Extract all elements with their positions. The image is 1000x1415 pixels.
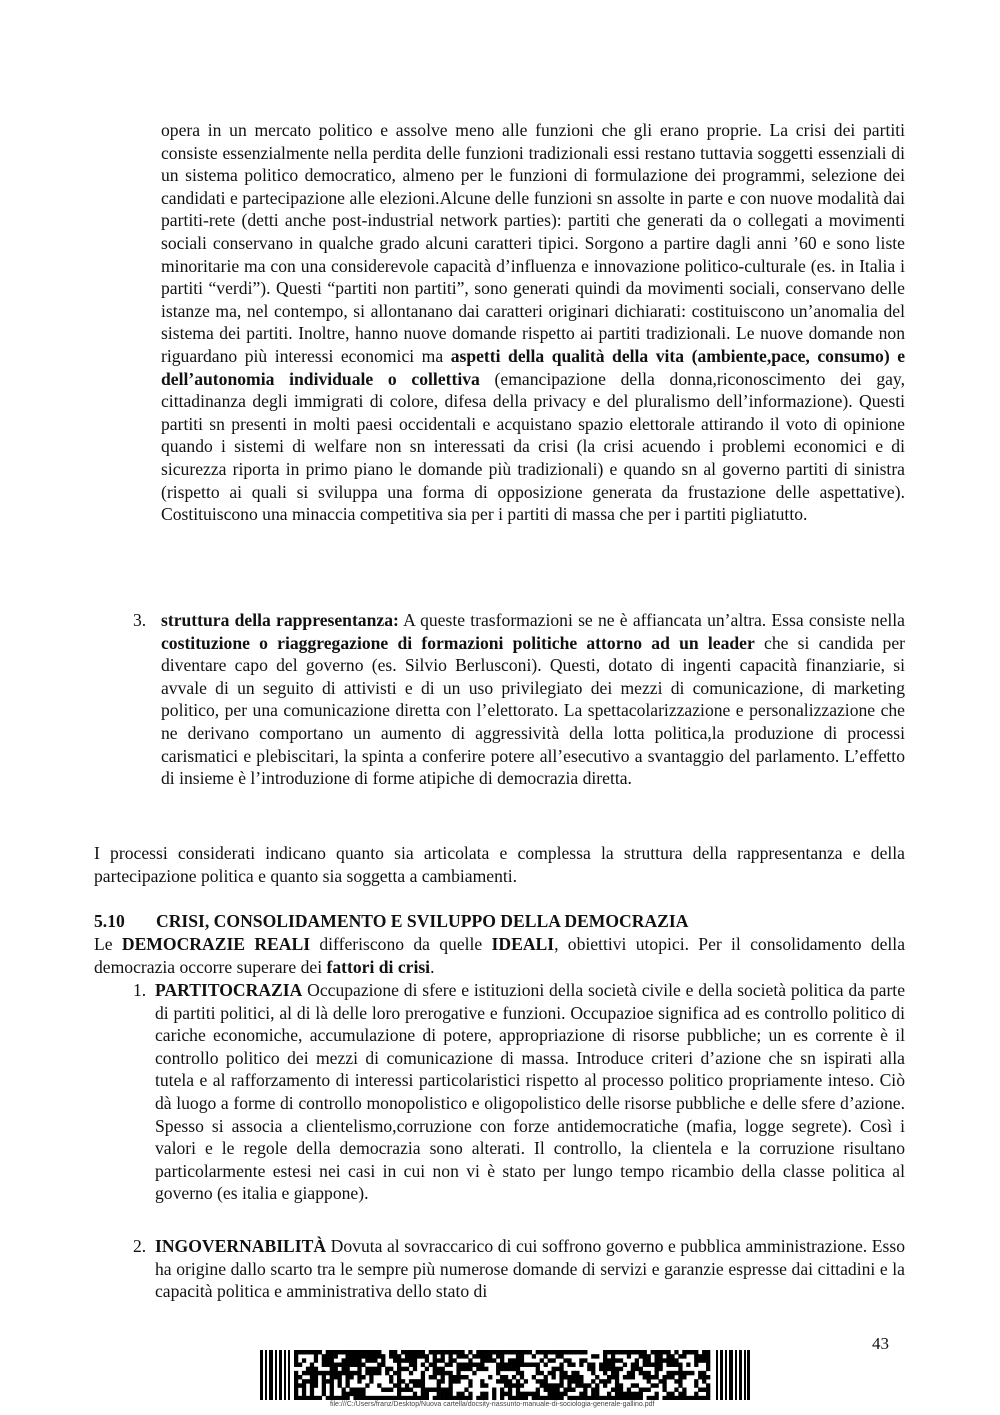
barcode-icon <box>260 1350 750 1400</box>
list-number-2: 2. <box>133 1236 147 1256</box>
paragraph-processi-considerati: I processi considerati indicano quanto sia articolata e complessa la struttura della rappresentanza e della partecipazione politica e quanto sia soggetta a cambiamenti. <box>94 843 905 886</box>
file-path-footer: file:///C:/Users/franz/Desktop/Nuova cartella/docsity-riassunto-manuale-di-sociologia-generale-gallino.pdf <box>330 1401 655 1408</box>
list-item-struttura-rappresentanza: struttura della rappresentanza: A queste trasformazioni se ne è affiancata un’altra. Essa consiste nella costituzione o riaggregazione di formazioni politiche attorno ad un leader che si candida per diventare capo del governo (es. Silvio Berlusconi). Questi, dotato di ingenti capacità finanziarie, si avvale di un seguito di attivisti e di un uso privilegiato dei mezzi di comunicazione, di marketing politico, per una comunicazione diretta con l’elettorato. La spettacolarizzazione e personalizzazione che ne derivano comportano un aumento di aggressività della lotta politica,la produzione di processi carismatici e plebiscitari, la spinta a conferire potere all’esecutivo a svantaggio del parlamento. L’effetto di insieme è l’introduzione di forme atipiche di democrazia diretta. <box>161 610 905 789</box>
section-title: CRISI, CONSOLIDAMENTO E SVILUPPO DELLA DEMOCRAZIA <box>156 911 689 931</box>
paragraph-democrazie-reali: Le DEMOCRAZIE REALI differiscono da quelle IDEALI, obiettivi utopici. Per il consolidamento della democrazia occorre superare dei fattori di crisi. <box>94 934 906 977</box>
page-number: 43 <box>872 1334 889 1353</box>
list-item-ingovernabilita: INGOVERNABILITÀ Dovuta al sovraccarico di cui soffrono governo e pubblica amministrazione. Esso ha origine dallo scarto tra le sempre più numerose domande di servizi e garanzie espresse dai cittadini e la capacità politica e amministrativa dello stato di <box>155 1236 905 1302</box>
list-item-partitocrazia: PARTITOCRAZIA Occupazione di sfere e istituzioni della società civile e della società politica da parte di partiti politici, al di là delle loro prerogative e funzioni. Occupazioe significa ad es controllo politico di cariche economiche, accumulazione di potere, appropriazione di risorse pubbliche; un es corrente è il controllo politico dei mezzi di comunicazione di massa. Introduce criteri d’azione che sn ispirati alla tutela e al rafforzamento di interessi particolaristici rispetto al processo politico propriamente inteso. Ciò dà luogo a forme di controllo monopolistico e oligopolistico delle risorse pubbliche e delle sfere d’azione. Spesso si associa a clientelismo,corruzione con forze antidemocratiche (mafia, logge segrete). Così i valori e le regole della democrazia sono alterati. Il controllo, la clientela e la corruzione risultano particolarmente estesi nei casi in cui non vi è stato per lungo tempo ricambio della classe politica al governo (es italia e giappone). <box>155 980 905 1204</box>
section-heading <box>94 910 688 933</box>
paragraph-partiti-rete: opera in un mercato politico e assolve meno alle funzioni che gli erano proprie. La crisi dei partiti consiste essenzialmente nella perdita delle funzioni tradizionali essi restano tuttavia soggetti essenziali di un sistema politico democratico, almeno per le funzioni di formulazione dei programmi, selezione dei candidati e partecipazione alle elezioni.Alcune delle funzioni sn assolte in parte e con nuove modalità dai partiti-rete (detti anche post-industrial network parties): partiti che generati da o collegati a movimenti sociali conservano in qualche grado alcuni caratteri tipici. Sorgono a partire dagli anni ’60 e sono liste minoritarie ma con una considerevole capacità d’influenza e innovazione politico-culturale (es. in Italia i partiti “verdi”). Questi “partiti non partiti”, sono generati quindi da movimenti sociali, conservano delle istanze ma, nel contempo, si allontanano dai caratteri originari dichiarati: costituiscono un’anomalia del sistema dei partiti. Inoltre, hanno nuove domande rispetto ai partiti tradizionali. Le nuove domande non riguardano più interessi economici ma aspetti della qualità della vita (ambiente,pace, consumo) e dell’autonomia individuale o collettiva (emancipazione della donna,riconoscimento dei gay, cittadinanza degli immigrati di colore, difesa della privacy e del pluralismo dell’informazione). Questi partiti sn presenti in molti paesi occidentali e acquistano spazio elettorale attirando il voto di opinione quando i sistemi di welfare non sn interessati da crisi (la crisi acuendo i problemi economici e di sicurezza riporta in primo piano le domande più tradizionali) e quando sn al governo partiti di sinistra (rispetto ai quali si sviluppa una forma di opposizione generata da frustazione delle aspettative). Costituiscono una minaccia competitiva sia per i partiti di massa che per i partiti pigliatutto. <box>161 120 905 525</box>
list-number-1: 1. <box>133 980 147 1000</box>
list-number-3: 3. <box>133 610 147 630</box>
section-number: 5.10 <box>94 911 125 931</box>
